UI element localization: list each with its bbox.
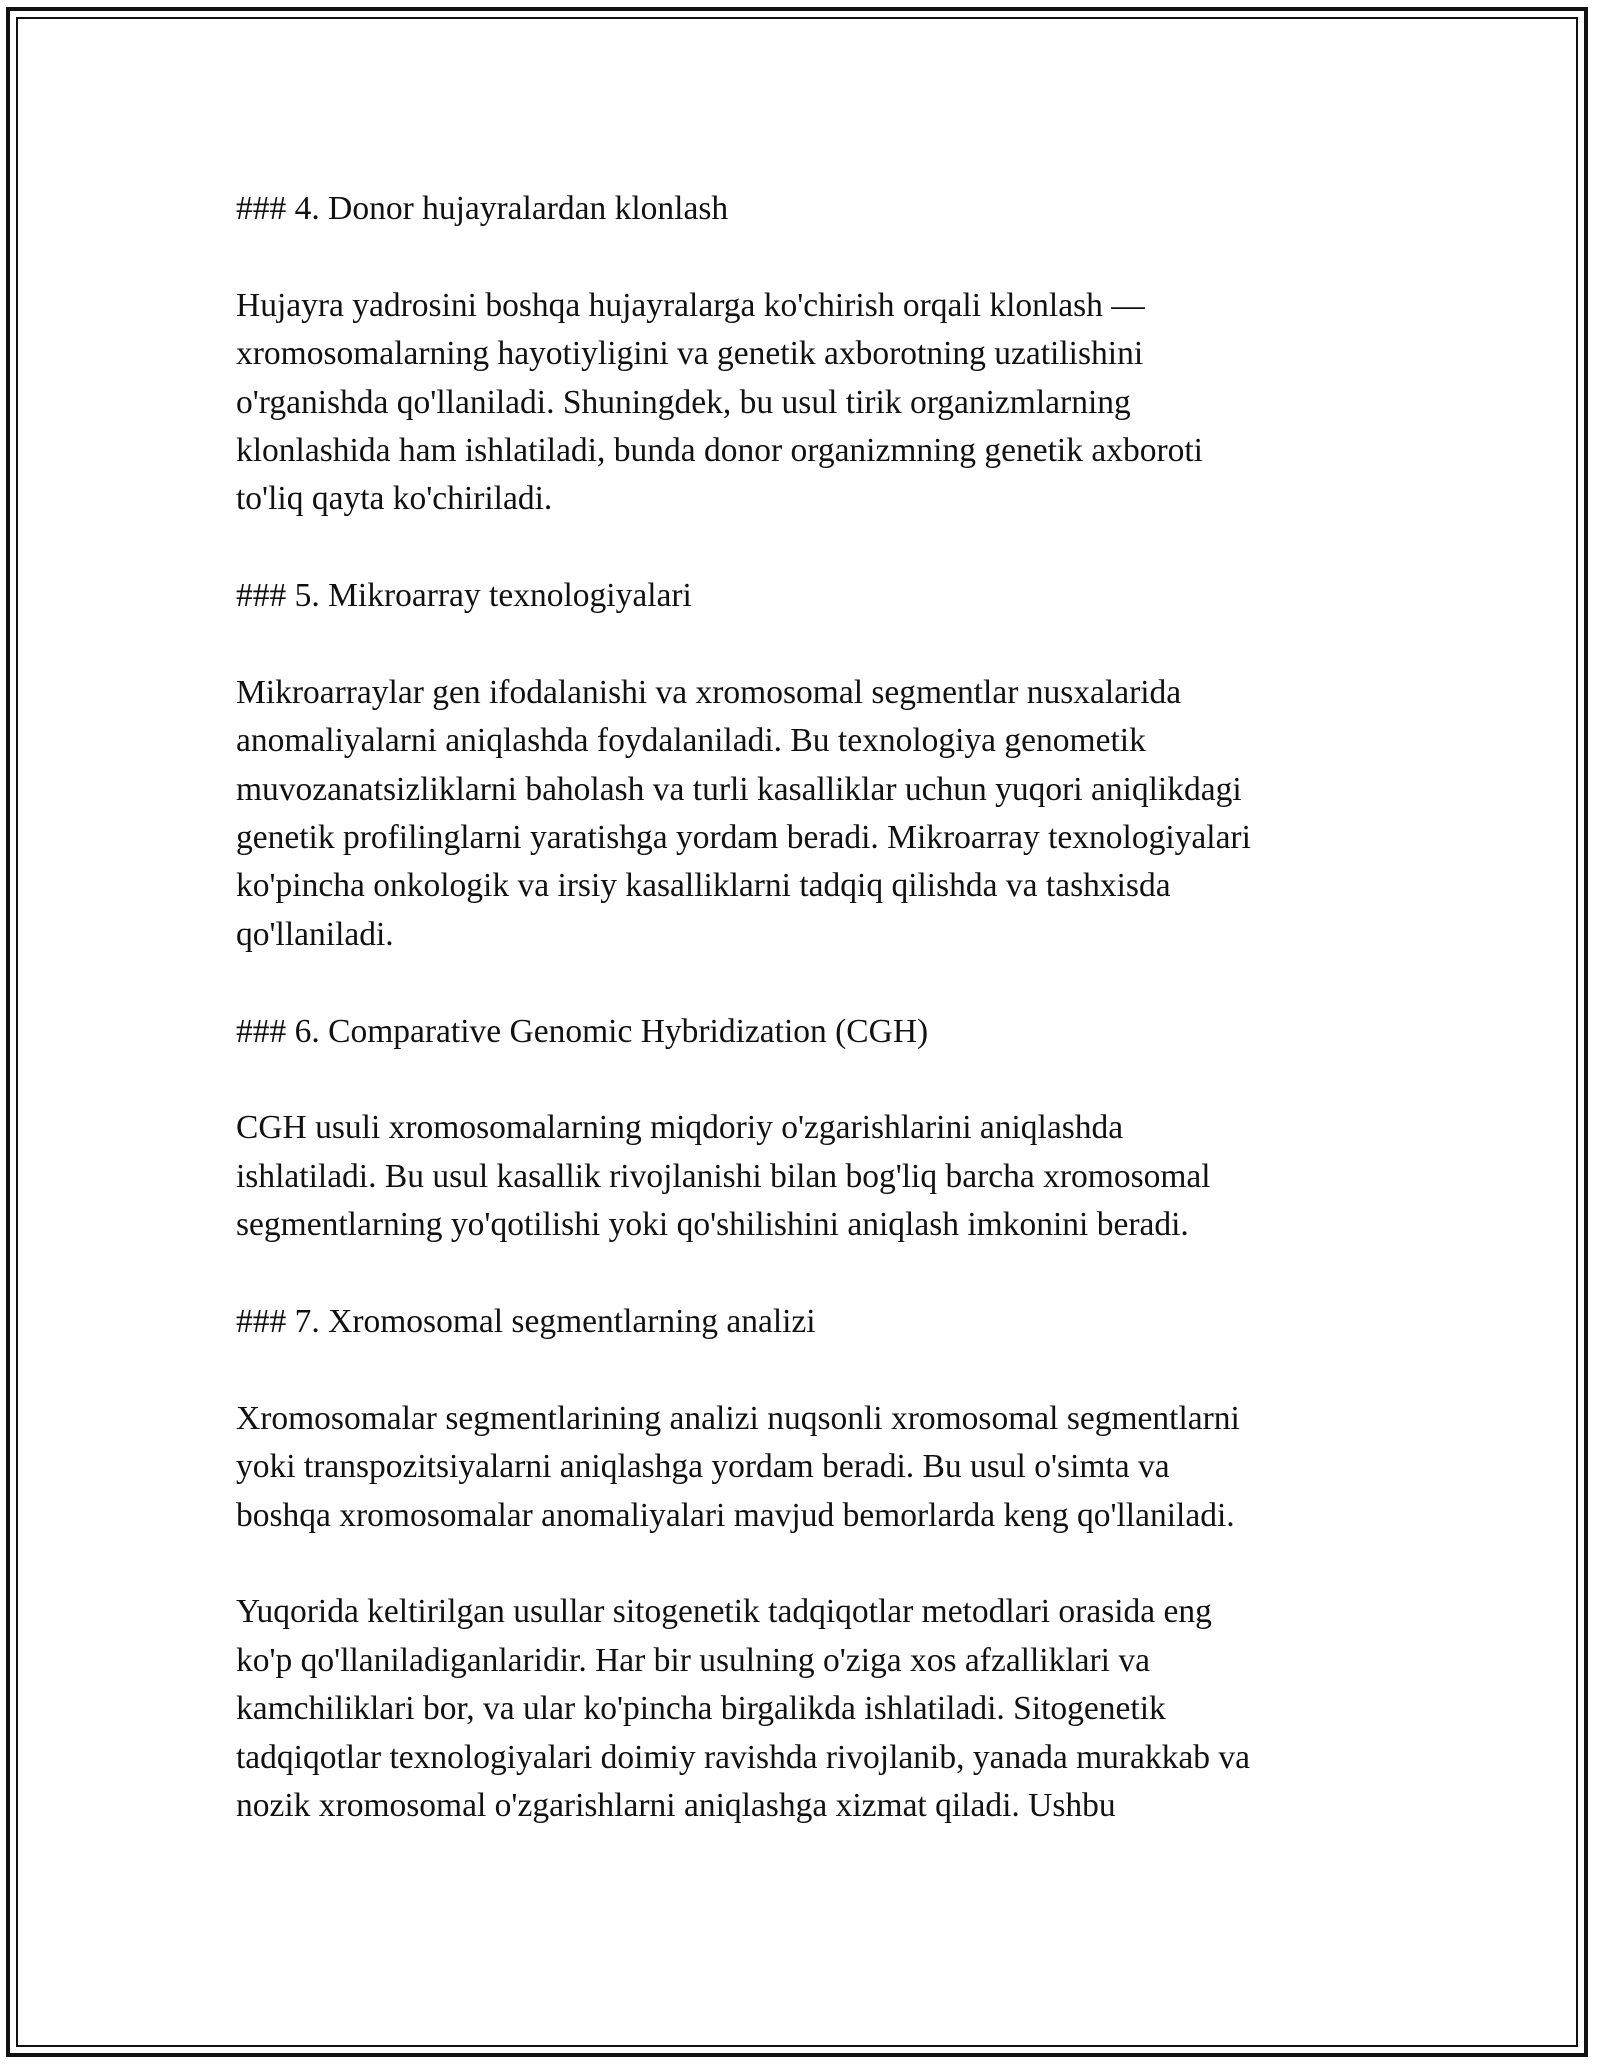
paragraph-line: kamchiliklari bor, va ular ko'pincha birgalikda ishlatiladi. Sitogenetik (236, 1690, 1166, 1728)
section-heading (236, 1298, 1366, 1346)
paragraph (236, 1588, 1366, 1830)
paragraph-line: boshqa xromosomalar anomaliyalari mavjud bemorlarda keng qo'llaniladi. (236, 1496, 1235, 1534)
paragraph-line: ko'pincha onkologik va irsiy kasalliklarni tadqiq qilishda va tashxisda (236, 867, 1171, 905)
paragraph-line: to'liq qayta ko'chiriladi. (236, 480, 553, 518)
paragraph-line: qo'llaniladi. (236, 915, 394, 953)
paragraph-line: yoki transpozitsiyalarni aniqlashga yordam beradi. Bu usul o'simta va (236, 1448, 1170, 1486)
paragraph-line: CGH usuli xromosomalarning miqdoriy o'zgarishlarini aniqlashda (236, 1109, 1124, 1147)
section-heading (236, 572, 1366, 620)
paragraph-line: muvozanatsizliklarni baholash va turli kasalliklar uchun yuqori aniqlikdagi (236, 770, 1242, 808)
paragraph-line: xromosomalarning hayotiyligini va genetik axborotning uzatilishini (236, 335, 1144, 373)
section-heading (236, 185, 1366, 233)
section-heading (236, 1008, 1366, 1056)
paragraph-line: Yuqorida keltirilgan usullar sitogenetik tadqiqotlar metodlari orasida eng (236, 1593, 1212, 1631)
paragraph-line: Xromosomalar segmentlarining analizi nuqsonli xromosomal segmentlarni (236, 1399, 1240, 1437)
paragraph-line: klonlashida ham ishlatiladi, bunda donor organizmning genetik axboroti (236, 431, 1203, 469)
paragraph-line: tadqiqotlar texnologiyalari doimiy ravishda rivojlanib, yanada murakkab va (236, 1738, 1251, 1776)
heading-text: ### 7. Xromosomal segmentlarning analizi (236, 1302, 816, 1340)
paragraph-line: ishlatiladi. Bu usul kasallik rivojlanishi bilan bog'liq barcha xromosomal (236, 1157, 1211, 1195)
document-body (236, 185, 1366, 1830)
heading-text: ### 4. Donor hujayralardan klonlash (236, 190, 729, 227)
paragraph-line: Mikroarraylar gen ifodalanishi va xromosomal segmentlar nusxalarida (236, 673, 1182, 711)
paragraph-line: nozik xromosomal o'zgarishlarni aniqlashga xizmat qiladi. Ushbu (236, 1786, 1116, 1824)
heading-text: ### 6. Comparative Genomic Hybridization (CGH) (236, 1012, 929, 1050)
paragraph (236, 1395, 1366, 1540)
paragraph (236, 669, 1366, 959)
paragraph-line: segmentlarning yo'qotilishi yoki qo'shilishini aniqlash imkonini beradi. (236, 1206, 1189, 1244)
paragraph-line: Hujayra yadrosini boshqa hujayralarga ko'chirish orqali klonlash — (236, 286, 1145, 324)
heading-text: ### 5. Mikroarray texnologiyalari (236, 577, 692, 615)
paragraph-line: anomaliyalarni aniqlashda foydalaniladi. Bu texnologiya genometik (236, 722, 1146, 760)
paragraph-line: ko'p qo'llaniladiganlaridir. Har bir usulning o'ziga xos afzalliklari va (236, 1641, 1150, 1679)
paragraph-line: o'rganishda qo'llaniladi. Shuningdek, bu usul tirik organizmlarning (236, 383, 1131, 421)
paragraph (236, 282, 1366, 524)
paragraph (236, 1104, 1366, 1249)
paragraph-line: genetik profilinglarni yaratishga yordam beradi. Mikroarray texnologiyalari (236, 819, 1251, 857)
